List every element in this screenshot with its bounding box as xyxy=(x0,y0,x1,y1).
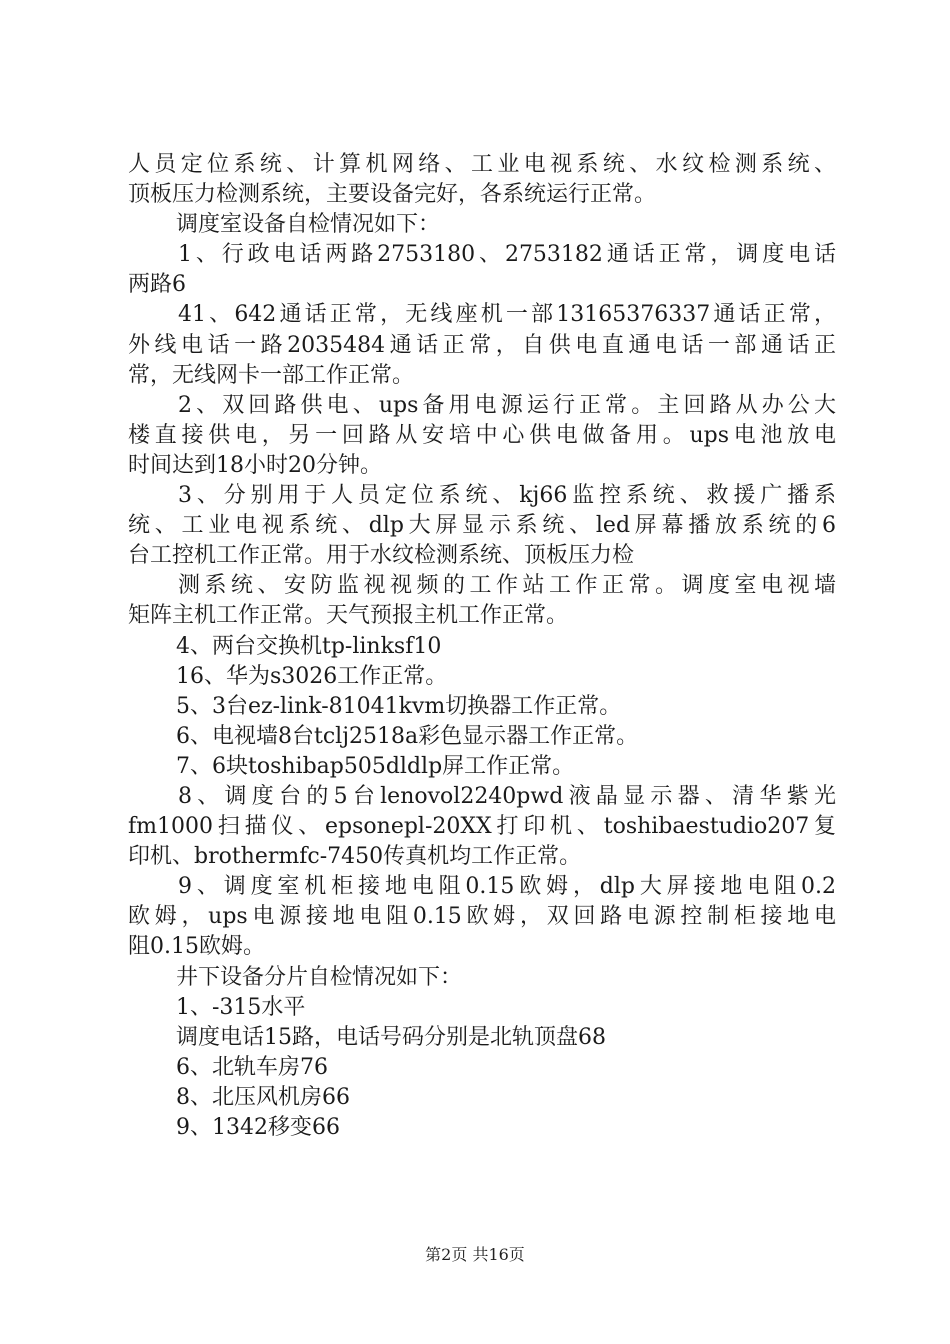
text-line: 台工控机工作正常。用于水纹检测系统、顶板压力检 xyxy=(128,543,635,569)
text-line: 3、分别用于人员定位系统、kj66监控系统、救援广播系 xyxy=(178,483,836,509)
text-line: 常，无线网卡一部工作正常。 xyxy=(128,362,415,388)
text-line: 人员定位系统、计算机网络、工业电视系统、水纹检测系统、 xyxy=(128,152,836,177)
text-line: 6、电视墙8台tclj2518a彩色显示器工作正常。 xyxy=(176,723,639,749)
text-line: 1、行政电话两路2753180、2753182通话正常，调度电话 xyxy=(178,242,836,268)
text-line: fm1000扫描仪、epsonepl-20XX打印机、toshibaestudio207复 xyxy=(128,814,836,840)
text-line: 统、工业电视系统、dlp大屏显示系统、led屏幕播放系统的6 xyxy=(128,513,836,539)
text-line: 井下设备分片自检情况如下： xyxy=(176,964,463,990)
text-line: 两路6 xyxy=(128,272,186,298)
text-line: 外线电话一路2035484通话正常，自供电直通电话一部通话正 xyxy=(128,332,836,358)
text-line: 1、-315水平 xyxy=(176,994,306,1020)
text-line: 7、6块toshibap505dldlp屏工作正常。 xyxy=(176,753,575,779)
text-line: 调度电话15路，电话号码分别是北轨顶盘68 xyxy=(176,1024,606,1050)
text-line: 8、北压风机房66 xyxy=(176,1084,350,1110)
text-line: 测系统、安防监视视频的工作站工作正常。调度室电视墙 xyxy=(178,573,836,599)
text-line: 顶板压力检测系统，主要设备完好，各系统运行正常。 xyxy=(128,182,657,208)
text-line: 矩阵主机工作正常。天气预报主机工作正常。 xyxy=(128,603,569,629)
page-footer: 第2页 共16页 xyxy=(425,1245,525,1264)
text-line: 8、调度台的5台lenovol2240pwd液晶显示器、清华紫光 xyxy=(178,783,836,809)
text-line: 楼直接供电，另一回路从安培中心供电做备用。ups电池放电 xyxy=(128,422,836,448)
text-line: 2、双回路供电、ups备用电源运行正常。主回路从办公大 xyxy=(178,392,836,418)
text-line: 调度室设备自检情况如下： xyxy=(176,212,441,238)
text-line: 6、北轨车房76 xyxy=(176,1054,328,1080)
text-line: 16、华为s3026工作正常。 xyxy=(176,663,448,689)
text-line: 4、两台交换机tp-linksf10 xyxy=(176,633,442,659)
text-line: 9、1342移变66 xyxy=(176,1115,340,1140)
text-line: 欧姆，ups电源接地电阻0.15欧姆，双回路电源控制柜接地电 xyxy=(128,904,836,930)
text-line: 阻0.15欧姆。 xyxy=(128,934,265,960)
body-text xyxy=(128,150,836,1143)
text-line: 时间达到18小时20分钟。 xyxy=(128,452,382,478)
text-line: 印机、brothermfc-7450传真机均工作正常。 xyxy=(128,844,582,870)
text-line: 41、642通话正常，无线座机一部13165376337通话正常， xyxy=(178,302,836,328)
text-line: 5、3台ez-link-81041kvm切换器工作正常。 xyxy=(176,693,622,719)
text-line: 9、调度室机柜接地电阻0.15欧姆，dlp大屏接地电阻0.2 xyxy=(178,874,836,900)
